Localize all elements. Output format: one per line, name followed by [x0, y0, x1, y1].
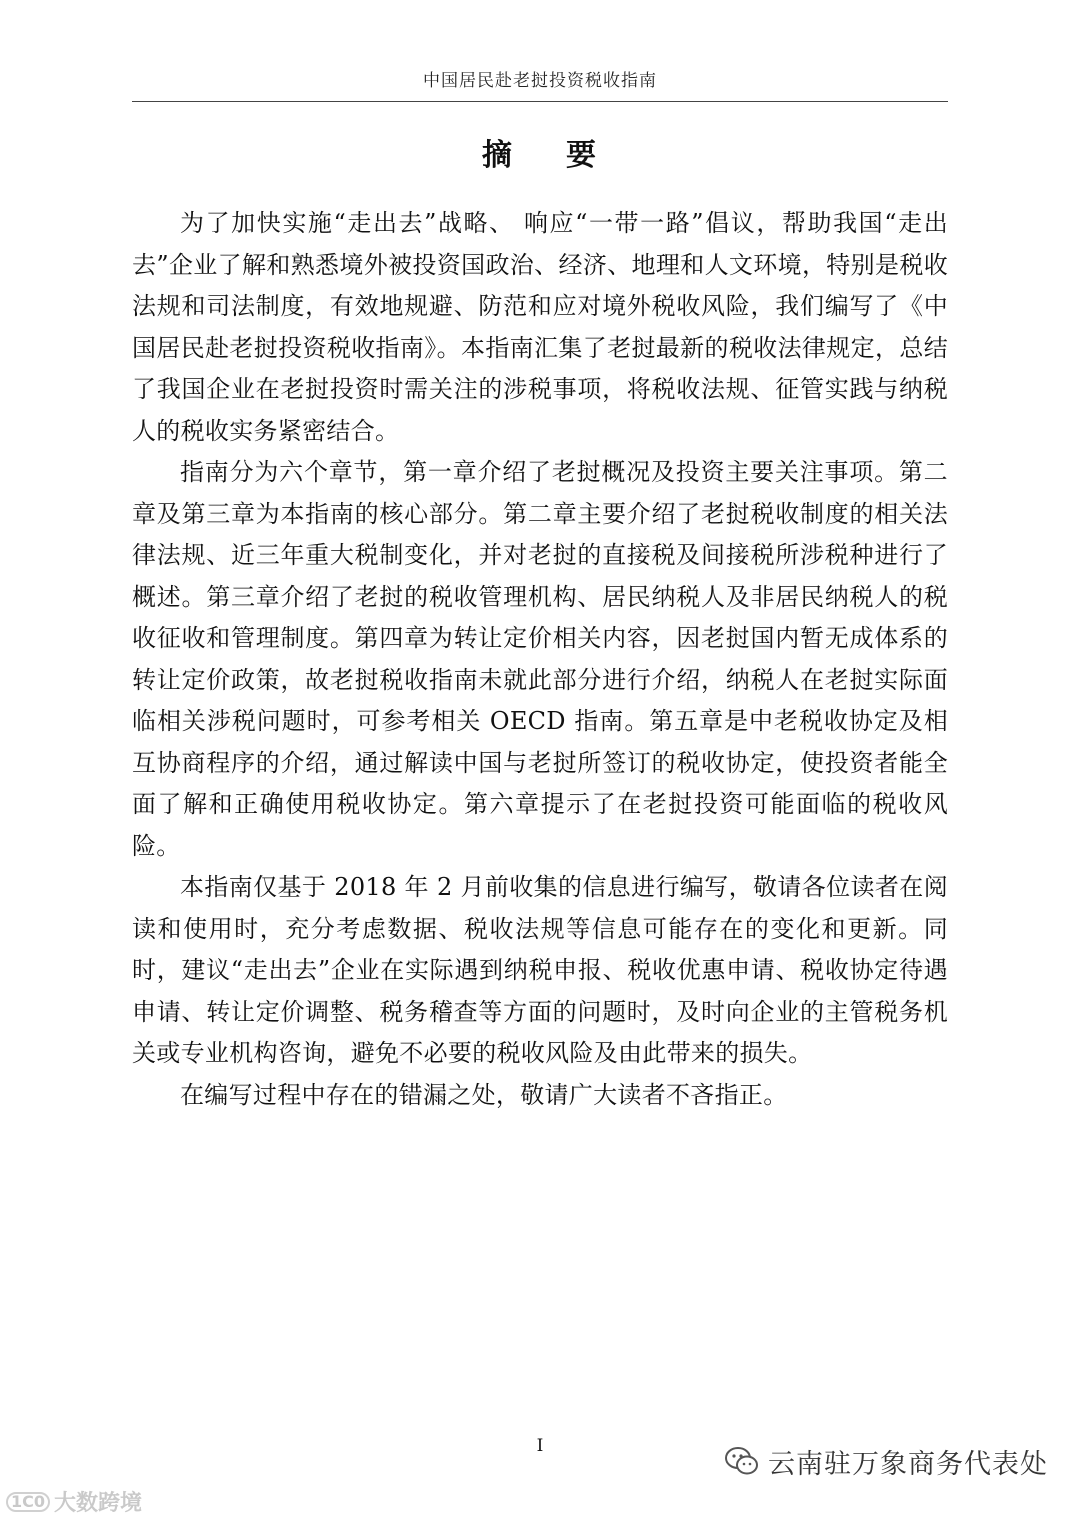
page-title: [0, 130, 1080, 174]
watermark-left-text: 大数跨境: [54, 1491, 143, 1516]
wechat-icon: [724, 1446, 760, 1478]
watermark-account-name: 云南驻万象商务代表处: [768, 1449, 1048, 1480]
title-char-1: 摘: [482, 138, 514, 173]
watermark-left: [6, 1486, 142, 1517]
abstract-body: [132, 203, 948, 1116]
title-char-2: 要: [566, 138, 598, 173]
running-header: 中国居民赴老挝投资税收指南: [423, 71, 657, 91]
paragraph-2: 指南分为六个章节，第一章介绍了老挝概况及投资主要关注事项。第二章及第三章为本指南的核心部分。第二章主要介绍了老挝税收制度的相关法律法规、近三年重大税制变化，并对老挝的直接税及间接税所涉税种进行了概述。第三章介绍了老挝的税收管理机构、居民纳税人及非居民纳税人的税收征收和管理制度。第四章为转让定价相关内容，因老挝国内暂无成体系的转让定价政策，故老挝税收指南未就此部分进行介绍，纳税人在老挝实际面临相关涉税问题时，可参考相关 OECD 指南。第五章是中老税收协定及相互协商程序的介绍，通过解读中国与老挝所签订的税收协定，使投资者能全面了解和正确使用税收协定。第六章提示了在老挝投资可能面临的税收风险。: [132, 458, 948, 860]
watermark-logo: 1C0: [6, 1492, 50, 1512]
watermark-right: [724, 1442, 1048, 1481]
header-divider: [132, 101, 948, 102]
paragraph-4: 在编写过程中存在的错漏之处，敬请广大读者不吝指正。: [180, 1080, 788, 1109]
paragraph-1: 为了加快实施“走出去”战略、 响应“一带一路”倡议，帮助我国“走出去”企业了解和熟悉境外被投资国政治、经济、地理和人文环境，特别是税收法规和司法制度，有效地规避、防范和应对境外税收风险，我们编写了《中国居民赴老挝投资税收指南》。本指南汇集了老挝最新的税收法律规定，总结了我国企业在老挝投资时需关注的涉税事项，将税收法规、征管实践与纳税人的税收实务紧密结合。: [132, 209, 948, 445]
page-number: I: [536, 1436, 544, 1456]
paragraph-3: 本指南仅基于 2018 年 2 月前收集的信息进行编写，敬请各位读者在阅读和使用时，充分考虑数据、税收法规等信息可能存在的变化和更新。同时，建议“走出去”企业在实际遇到纳税申报、税收优惠申请、税收协定待遇申请、转让定价调整、税务稽查等方面的问题时，及时向企业的主管税务机关或专业机构咨询，避免不必要的税收风险及由此带来的损失。: [132, 873, 948, 1067]
